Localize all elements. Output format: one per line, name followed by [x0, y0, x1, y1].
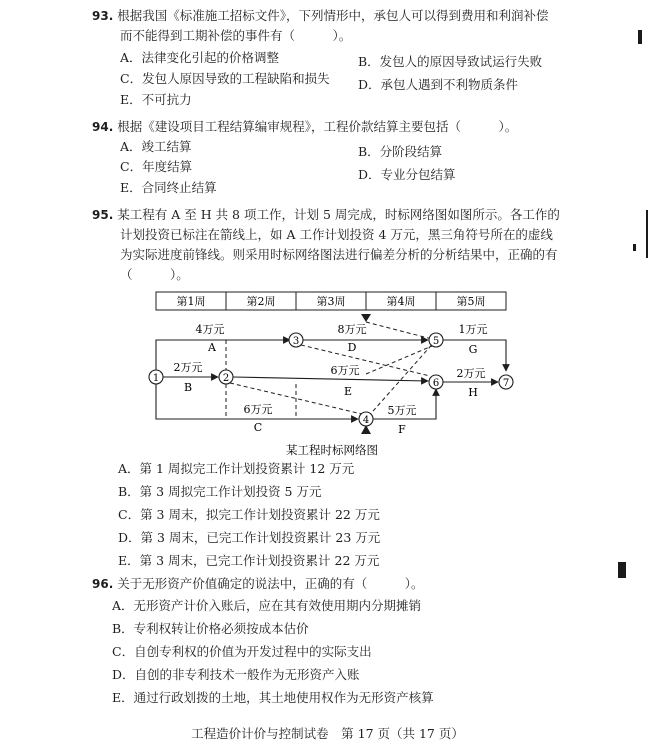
node-5-label: 5	[432, 336, 440, 347]
week-3-label: 第3周	[316, 295, 346, 308]
q95-stem-line4: （ ）。	[120, 267, 189, 282]
q95-stem-text1: 某工程有 A 至 H 共 8 项工作，计划 5 周完成，时标网络图如图所示。各工作的	[117, 207, 560, 222]
q96-option-c: C．自创专利权的价值为开发过程中的实际支出	[112, 644, 372, 659]
week-2-label: 第2周	[246, 295, 276, 308]
q96-number: 96.	[92, 577, 114, 591]
scan-mark-3	[618, 562, 626, 578]
activity-f-name: F	[398, 423, 406, 436]
q94-number: 94.	[92, 120, 114, 134]
q96-option-b: B．专利权转让价格必须按成本估价	[112, 621, 309, 636]
q94-stem-text1: 根据《建设项目工程结算编审规程》，工程价款结算主要包括（ ）。	[117, 119, 518, 134]
q93-stem-text1: 根据我国《标准施工招标文件》，下列情形中，承包人可以得到费用和利润补偿	[117, 8, 549, 23]
node-6-label: 6	[432, 378, 440, 389]
activity-a-name: A	[208, 341, 216, 354]
q95-option-c: C．第 3 周末，拟完工作计划投资累计 22 万元	[118, 507, 380, 522]
activity-h-name: H	[468, 386, 478, 399]
node-3-label: 3	[292, 336, 300, 347]
q94-option-a: A．竣工结算	[120, 139, 192, 154]
activity-f-cost: 5万元	[387, 404, 417, 417]
q95-option-b: B．第 3 周拟完工作计划投资 5 万元	[118, 484, 322, 499]
activity-e-name: E	[343, 385, 353, 398]
activity-g-name: G	[468, 343, 478, 356]
front-line-top-triangle	[361, 314, 371, 322]
q94-option-e: E．合同终止结算	[120, 180, 217, 195]
dummy-3-6	[301, 345, 430, 376]
activity-e-arrow	[233, 377, 428, 381]
activity-g-cost: 1万元	[458, 323, 488, 336]
page-footer: 工程造价计价与控制试卷 第 17 页（共 17 页）	[191, 726, 464, 741]
diagram-caption: 某工程时标网络图	[286, 443, 378, 457]
activity-e-cost: 6万元	[330, 364, 360, 377]
q95-option-a: A．第 1 周拟完工作计划投资累计 12 万元	[118, 461, 355, 476]
q95-option-d: D．第 3 周末，已完工作计划投资累计 23 万元	[118, 530, 381, 545]
week-5-label: 第5周	[456, 295, 486, 308]
activity-d-name: D	[347, 341, 357, 354]
week-4-label: 第4周	[386, 295, 416, 308]
activity-c-name: C	[253, 421, 263, 434]
node-1-label: 1	[152, 373, 160, 384]
scan-mark-2	[633, 244, 636, 251]
q93-option-a: A．法律变化引起的价格调整	[120, 50, 280, 65]
q95-stem-line3: 为实际进度前锋线。则采用时标网络图法进行偏差分析的分析结果中，正确的有	[120, 247, 558, 262]
activity-b-cost: 2万元	[173, 361, 203, 374]
q93-stem-line2: 而不能得到工期补偿的事件有（ ）。	[120, 28, 352, 43]
scan-mark-1	[638, 30, 642, 44]
q93-option-c: C．发包人原因导致的工程缺陷和损失	[120, 71, 330, 86]
q93-option-d: D．承包人遇到不利物质条件	[358, 77, 519, 92]
q94-option-b: B．分阶段结算	[358, 144, 443, 159]
node-7-label: 7	[502, 378, 510, 389]
q94-stem-line1	[92, 117, 517, 137]
activity-h-cost: 2万元	[456, 367, 486, 380]
q94-option-d: D．专业分包结算	[358, 167, 456, 182]
q96-option-a: A．无形资产计价入账后，应在其有效使用期内分期摊销	[112, 598, 422, 613]
q95-number: 95.	[92, 208, 114, 222]
q95-stem-line2: 计划投资已标注在箭线上，如 A 工作计划投资 4 万元，黑三角符号所在的虚线	[120, 227, 553, 242]
q96-stem-line1	[92, 574, 424, 594]
activity-b-name: B	[183, 381, 193, 394]
node-4-label: 4	[362, 415, 370, 426]
week-1-label: 第1周	[176, 295, 206, 308]
dummy-e-5	[366, 346, 432, 374]
q95-stem-line1	[92, 205, 560, 225]
activity-a-cost: 4万元	[195, 323, 225, 336]
q93-number: 93.	[92, 9, 114, 23]
q94-option-c: C．年度结算	[120, 159, 193, 174]
activity-c-cost: 6万元	[243, 403, 273, 416]
q96-option-d: D．自创的非专利技术一般作为无形资产入账	[112, 667, 360, 682]
q93-stem-line1	[92, 6, 549, 26]
q96-option-e: E．通过行政划拨的土地，其土地使用权作为无形资产核算	[112, 690, 434, 705]
q96-stem-text1: 关于无形资产价值确定的说法中，正确的有（ ）。	[117, 576, 424, 591]
q93-option-e: E．不可抗力	[120, 92, 192, 107]
activity-d-cost: 8万元	[337, 323, 367, 336]
q95-option-e: E．第 3 周末，已完工作计划投资累计 22 万元	[118, 553, 380, 568]
node-2-label: 2	[222, 373, 230, 384]
week-header	[156, 292, 506, 310]
scan-mark-4	[646, 210, 648, 258]
q93-option-b: B．发包人的原因导致试运行失败	[358, 54, 543, 69]
time-scaled-network-diagram	[140, 288, 520, 460]
